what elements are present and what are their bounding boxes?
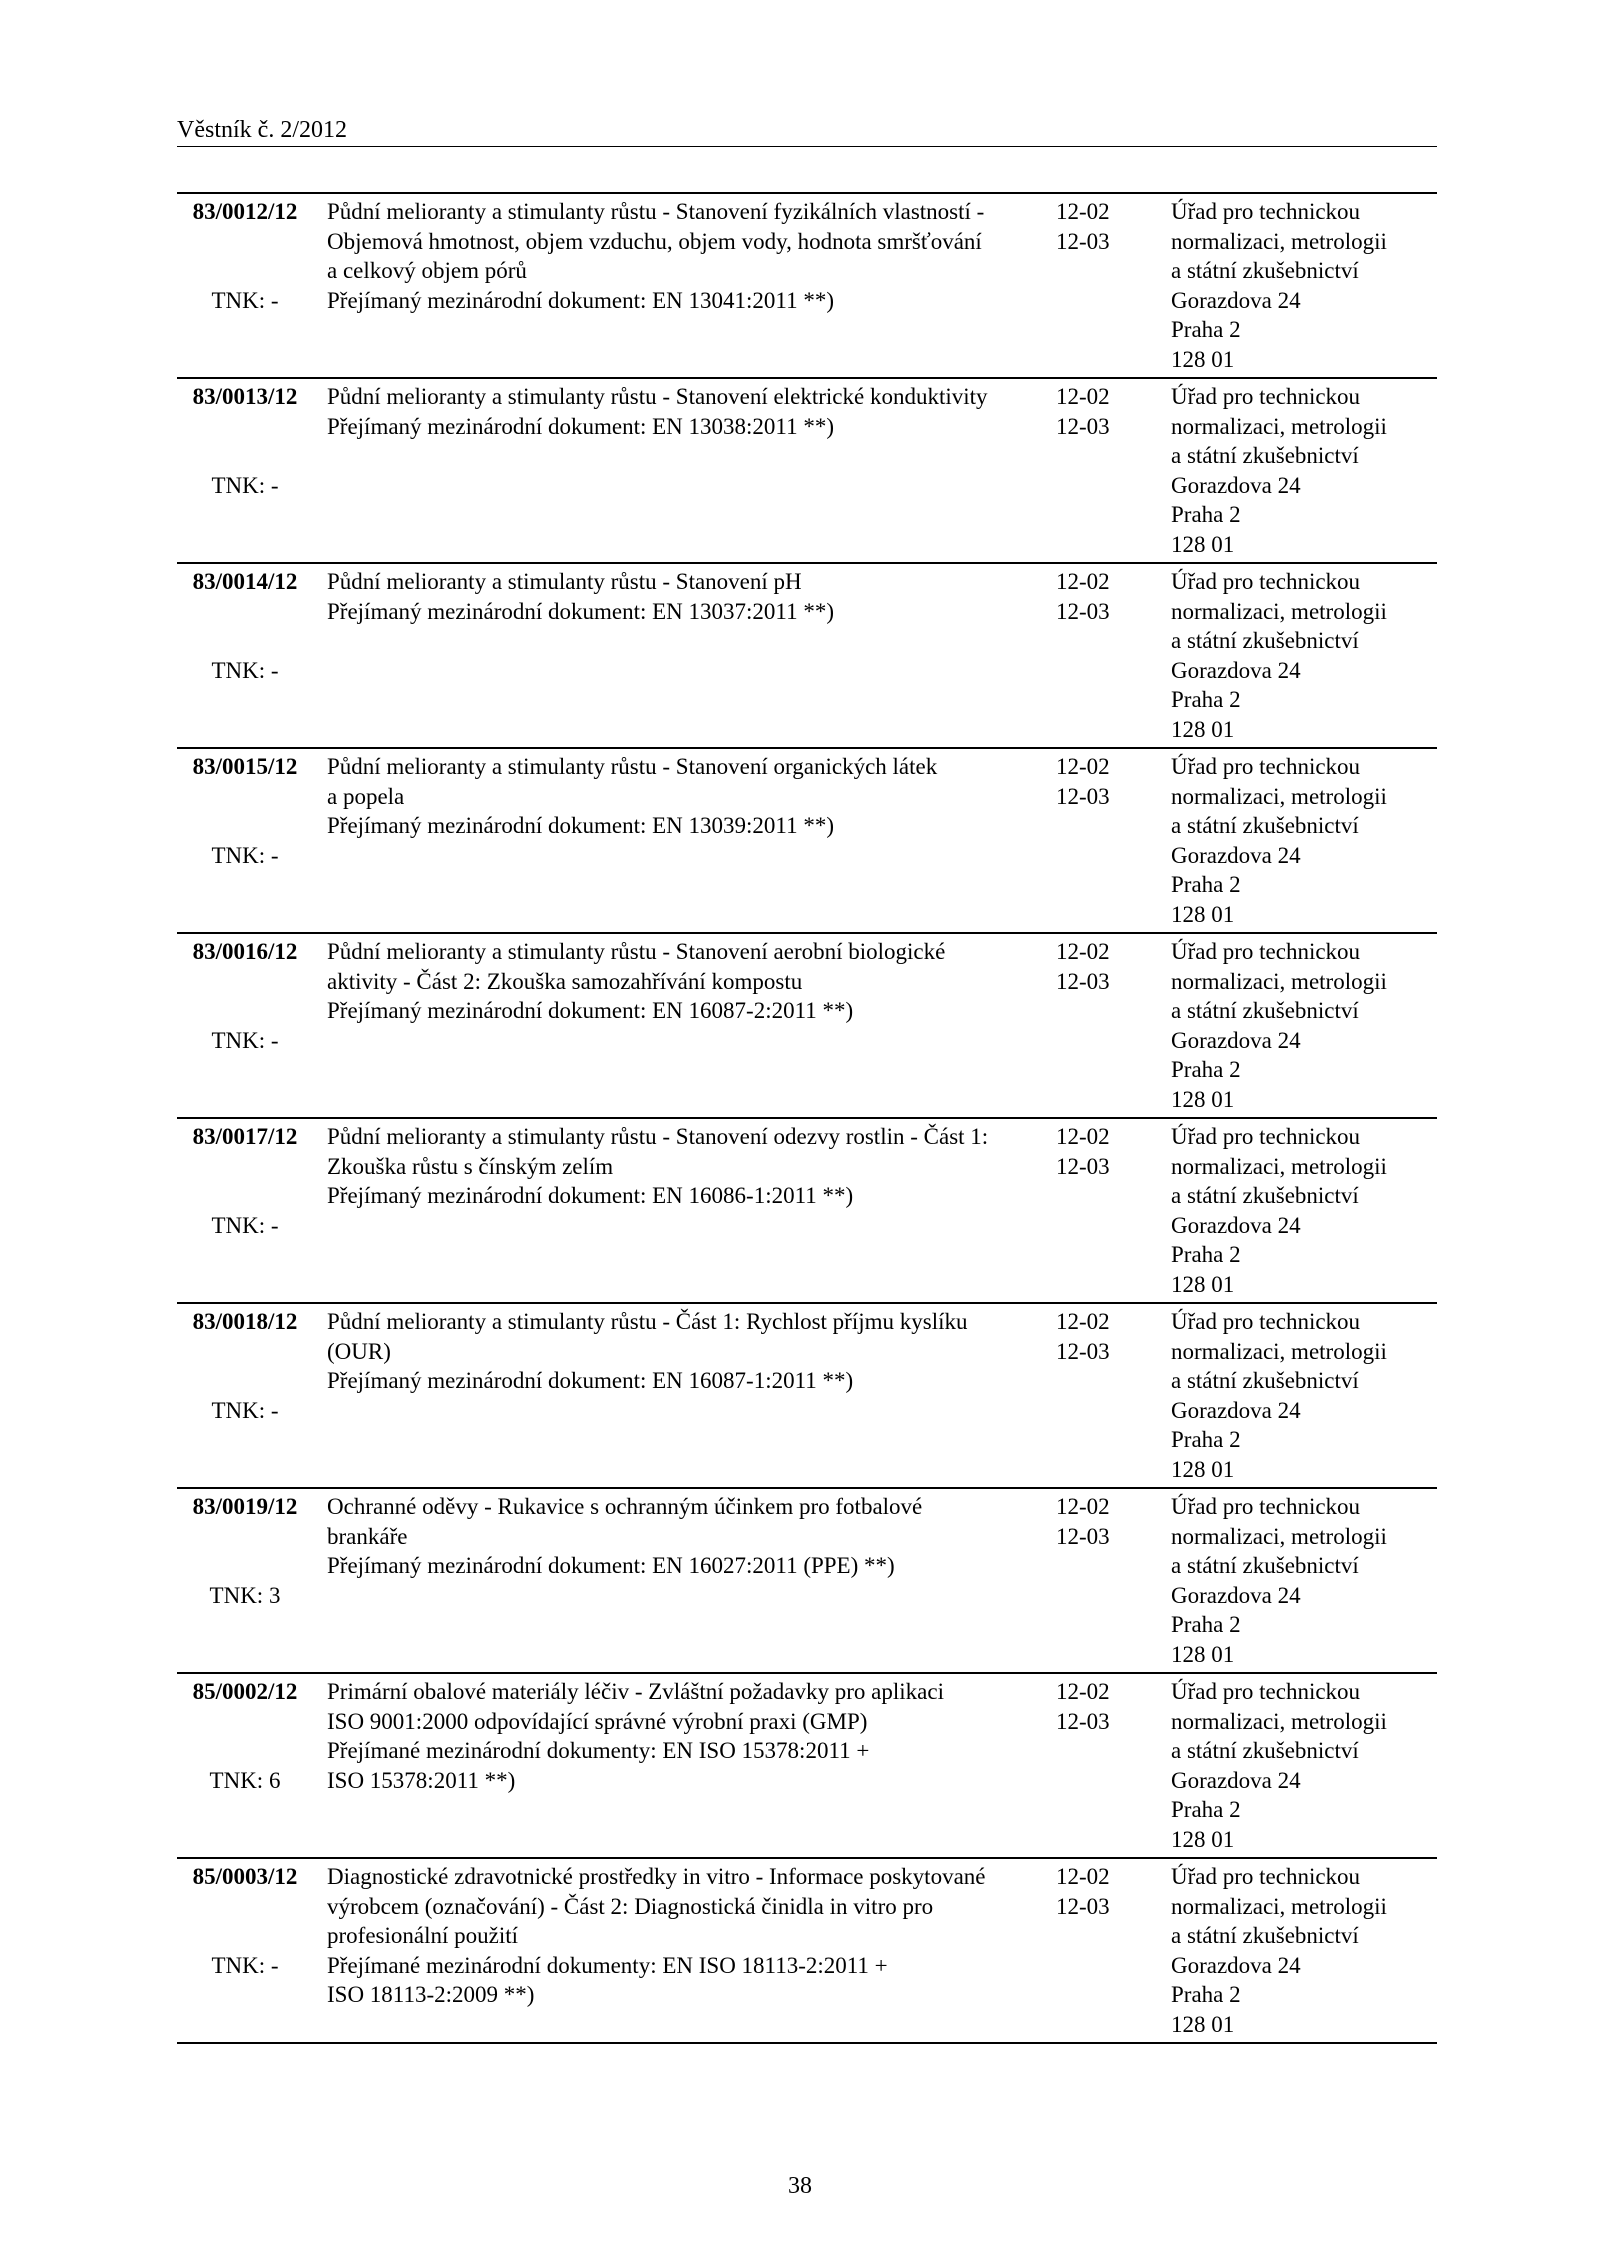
authority-line: normalizaci, metrologii — [1171, 1153, 1387, 1179]
standard-entry — [177, 1857, 1437, 2042]
authority-line: Gorazdova 24 — [1171, 1952, 1301, 1978]
authority-line: a státní zkušebnictví — [1171, 813, 1359, 838]
authority-line: Gorazdova 24 — [1171, 1582, 1301, 1608]
entry-authority — [1171, 752, 1437, 929]
authority-line: Gorazdova 24 — [1171, 1212, 1301, 1238]
entry-id-cell — [177, 1307, 313, 1484]
code-line: 12-02 — [1056, 1124, 1110, 1149]
code-line: 12-03 — [1056, 1893, 1110, 1919]
authority-line: a státní zkušebnictví — [1171, 1368, 1359, 1393]
entry-id: 83/0017/12 — [192, 1124, 298, 1149]
page-number: 38 — [788, 2173, 812, 2199]
code-line: 12-03 — [1056, 968, 1110, 994]
authority-line: Úřad pro technickou — [1171, 754, 1361, 779]
description-line: Přejímaný mezinárodní dokument: EN 13041:2011 **) — [327, 287, 834, 313]
code-line: 12-03 — [1056, 598, 1110, 624]
entry-id-cell — [177, 1862, 313, 2039]
authority-line: Praha 2 — [1171, 872, 1241, 897]
authority-line: normalizaci, metrologii — [1171, 598, 1387, 624]
authority-line: Úřad pro technickou — [1171, 1864, 1361, 1889]
entry-id: 83/0018/12 — [192, 1309, 298, 1334]
description-line: Přejímaný mezinárodní dokument: EN 16027:2011 (PPE) **) — [327, 1553, 895, 1578]
authority-line: a státní zkušebnictví — [1171, 1738, 1359, 1763]
authority-line: 128 01 — [1171, 901, 1235, 927]
entry-id-cell — [177, 1677, 313, 1854]
entry-id: 83/0015/12 — [192, 754, 298, 779]
standard-entry — [177, 562, 1437, 747]
entry-codes — [1056, 1122, 1166, 1181]
description-line: a celkový objem pórů — [327, 258, 527, 283]
entry-id-cell — [177, 1492, 313, 1669]
authority-line: Úřad pro technickou — [1171, 569, 1361, 594]
entry-description — [327, 1122, 1056, 1211]
entry-authority — [1171, 1677, 1437, 1854]
code-line: 12-03 — [1056, 783, 1110, 809]
description-line: Přejímaný mezinárodní dokument: EN 16086-1:2011 **) — [327, 1183, 854, 1208]
description-line: Diagnostické zdravotnické prostředky in vitro - Informace poskytované — [327, 1864, 986, 1889]
description-line: profesionální použití — [327, 1923, 518, 1948]
authority-line: normalizaci, metrologii — [1171, 228, 1387, 254]
authority-line: a státní zkušebnictví — [1171, 998, 1359, 1023]
standard-entry — [177, 377, 1437, 562]
authority-line: normalizaci, metrologii — [1171, 1338, 1387, 1364]
description-line: Přejímaný mezinárodní dokument: EN 16087-2:2011 **) — [327, 998, 854, 1023]
authority-line: 128 01 — [1171, 1456, 1235, 1482]
code-line: 12-03 — [1056, 413, 1110, 439]
entry-codes — [1056, 937, 1166, 996]
code-line: 12-02 — [1056, 199, 1110, 224]
entry-id: 83/0013/12 — [192, 384, 298, 409]
entry-description — [327, 1677, 1056, 1795]
authority-line: 128 01 — [1171, 716, 1235, 742]
description-line: Půdní melioranty a stimulanty růstu - Část 1: Rychlost příjmu kyslíku — [327, 1309, 968, 1334]
header-rule — [177, 146, 1437, 147]
description-line: (OUR) — [327, 1338, 391, 1364]
authority-line: Úřad pro technickou — [1171, 1124, 1361, 1149]
description-line: ISO 18113-2:2009 **) — [327, 1982, 535, 2007]
authority-line: normalizaci, metrologii — [1171, 1893, 1387, 1919]
entry-codes — [1056, 197, 1166, 256]
entry-description — [327, 1307, 1056, 1396]
entry-tnk: TNK: - — [211, 1952, 279, 1978]
authority-line: Gorazdova 24 — [1171, 1767, 1301, 1793]
description-line: Půdní melioranty a stimulanty růstu - Stanovení elektrické konduktivity — [327, 384, 988, 409]
entry-description — [327, 1862, 1056, 2010]
entry-codes — [1056, 567, 1166, 626]
authority-line: 128 01 — [1171, 1086, 1235, 1112]
entry-tnk: TNK: - — [211, 1397, 279, 1423]
authority-line: Praha 2 — [1171, 1612, 1241, 1637]
entry-id-cell — [177, 1122, 313, 1299]
entry-tnk: TNK: - — [211, 842, 279, 868]
entry-id-cell — [177, 382, 313, 559]
authority-line: a státní zkušebnictví — [1171, 1923, 1359, 1948]
entry-id-cell — [177, 567, 313, 744]
entry-codes — [1056, 1307, 1166, 1366]
authority-line: Gorazdova 24 — [1171, 842, 1301, 868]
entry-authority — [1171, 1862, 1437, 2039]
description-line: Přejímaný mezinárodní dokument: EN 13037:2011 **) — [327, 598, 834, 624]
description-line: Půdní melioranty a stimulanty růstu - Stanovení pH — [327, 569, 802, 594]
authority-line: Praha 2 — [1171, 687, 1241, 712]
entry-description — [327, 752, 1056, 841]
code-line: 12-03 — [1056, 228, 1110, 254]
description-line: ISO 15378:2011 **) — [327, 1767, 516, 1793]
authority-line: 128 01 — [1171, 1271, 1235, 1297]
description-line: Přejímaný mezinárodní dokument: EN 16087-1:2011 **) — [327, 1368, 854, 1393]
code-line: 12-03 — [1056, 1338, 1110, 1364]
standard-entry — [177, 1117, 1437, 1302]
entry-tnk: TNK: - — [211, 1027, 279, 1053]
entry-id-cell — [177, 937, 313, 1114]
code-line: 12-02 — [1056, 1309, 1110, 1334]
entry-authority — [1171, 382, 1437, 559]
authority-line: Praha 2 — [1171, 1982, 1241, 2007]
authority-line: a státní zkušebnictví — [1171, 1553, 1359, 1578]
description-line: výrobcem (označování) - Část 2: Diagnostická činidla in vitro pro — [327, 1893, 934, 1919]
authority-line: normalizaci, metrologii — [1171, 968, 1387, 994]
standard-entry — [177, 1487, 1437, 1672]
entry-id: 83/0014/12 — [192, 569, 298, 594]
description-line: Půdní melioranty a stimulanty růstu - Stanovení organických látek — [327, 754, 938, 779]
standard-entry — [177, 1672, 1437, 1857]
entry-id: 83/0019/12 — [192, 1494, 298, 1519]
entry-description — [327, 1492, 1056, 1581]
entry-description — [327, 197, 1056, 315]
authority-line: Praha 2 — [1171, 1242, 1241, 1267]
code-line: 12-02 — [1056, 754, 1110, 779]
code-line: 12-03 — [1056, 1708, 1110, 1734]
authority-line: a státní zkušebnictví — [1171, 1183, 1359, 1208]
running-head-title: Věstník č. 2/2012 — [177, 117, 347, 143]
entry-tnk: TNK: - — [211, 657, 279, 683]
authority-line: normalizaci, metrologii — [1171, 1708, 1387, 1734]
authority-line: a státní zkušebnictví — [1171, 628, 1359, 653]
authority-line: Gorazdova 24 — [1171, 1027, 1301, 1053]
authority-line: Gorazdova 24 — [1171, 657, 1301, 683]
entry-tnk: TNK: 6 — [209, 1767, 281, 1793]
authority-line: Úřad pro technickou — [1171, 939, 1361, 964]
entry-authority — [1171, 567, 1437, 744]
entry-codes — [1056, 1677, 1166, 1736]
entry-description — [327, 937, 1056, 1026]
authority-line: Gorazdova 24 — [1171, 472, 1301, 498]
entry-id: 85/0003/12 — [192, 1864, 298, 1889]
standard-entry — [177, 932, 1437, 1117]
authority-line: Praha 2 — [1171, 317, 1241, 342]
description-line: Přejímaný mezinárodní dokument: EN 13038:2011 **) — [327, 413, 834, 439]
description-line: Zkouška růstu s čínským zelím — [327, 1153, 614, 1179]
authority-line: Praha 2 — [1171, 502, 1241, 527]
code-line: 12-03 — [1056, 1523, 1110, 1549]
authority-line: 128 01 — [1171, 1826, 1235, 1852]
authority-line: 128 01 — [1171, 2011, 1235, 2037]
entry-description — [327, 382, 1056, 441]
entry-id: 83/0016/12 — [192, 939, 298, 964]
code-line: 12-02 — [1056, 1494, 1110, 1519]
authority-line: normalizaci, metrologii — [1171, 1523, 1387, 1549]
description-line: Objemová hmotnost, objem vzduchu, objem vody, hodnota smršťování — [327, 228, 982, 254]
code-line: 12-02 — [1056, 384, 1110, 409]
entry-tnk: TNK: - — [211, 1212, 279, 1238]
entry-codes — [1056, 1862, 1166, 1921]
code-line: 12-02 — [1056, 1679, 1110, 1704]
entry-id-cell — [177, 752, 313, 929]
authority-line: 128 01 — [1171, 531, 1235, 557]
description-line: aktivity - Část 2: Zkouška samozahřívání kompostu — [327, 968, 803, 994]
entry-tnk: TNK: - — [211, 287, 279, 313]
description-line: brankáře — [327, 1523, 408, 1549]
code-line: 12-02 — [1056, 1864, 1110, 1889]
entry-authority — [1171, 1307, 1437, 1484]
standard-entry — [177, 192, 1437, 377]
entry-codes — [1056, 752, 1166, 811]
description-line: ISO 9001:2000 odpovídající správné výrobní praxi (GMP) — [327, 1708, 868, 1734]
description-line: Ochranné oděvy - Rukavice s ochranným účinkem pro fotbalové — [327, 1494, 923, 1519]
code-line: 12-03 — [1056, 1153, 1110, 1179]
authority-line: Praha 2 — [1171, 1797, 1241, 1822]
description-line: Primární obalové materiály léčiv - Zvláštní požadavky pro aplikaci — [327, 1679, 944, 1704]
authority-line: Gorazdova 24 — [1171, 287, 1301, 313]
authority-line: 128 01 — [1171, 1641, 1235, 1667]
authority-line: a státní zkušebnictví — [1171, 443, 1359, 468]
authority-line: Gorazdova 24 — [1171, 1397, 1301, 1423]
description-line: Půdní melioranty a stimulanty růstu - Stanovení aerobní biologické — [327, 939, 946, 964]
description-line: Přejímané mezinárodní dokumenty: EN ISO 15378:2011 + — [327, 1738, 870, 1763]
authority-line: Úřad pro technickou — [1171, 1309, 1361, 1334]
entry-authority — [1171, 937, 1437, 1114]
entry-id: 85/0002/12 — [192, 1679, 298, 1704]
standard-entry — [177, 747, 1437, 932]
standards-table — [177, 192, 1437, 2044]
authority-line: a státní zkušebnictví — [1171, 258, 1359, 283]
description-line: Přejímaný mezinárodní dokument: EN 13039:2011 **) — [327, 813, 834, 838]
entry-tnk: TNK: - — [211, 472, 279, 498]
description-line: Půdní melioranty a stimulanty růstu - Stanovení odezvy rostlin - Část 1: — [327, 1124, 989, 1149]
authority-line: normalizaci, metrologii — [1171, 413, 1387, 439]
entry-id-cell — [177, 197, 313, 374]
entry-authority — [1171, 1492, 1437, 1669]
entry-authority — [1171, 197, 1437, 374]
description-line: Přejímané mezinárodní dokumenty: EN ISO 18113-2:2011 + — [327, 1952, 888, 1978]
entry-codes — [1056, 382, 1166, 441]
entry-id: 83/0012/12 — [192, 199, 298, 224]
authority-line: Úřad pro technickou — [1171, 384, 1361, 409]
description-line: Půdní melioranty a stimulanty růstu - Stanovení fyzikálních vlastností - — [327, 199, 985, 224]
code-line: 12-02 — [1056, 569, 1110, 594]
entry-codes — [1056, 1492, 1166, 1551]
entry-tnk: TNK: 3 — [209, 1582, 281, 1608]
authority-line: Praha 2 — [1171, 1057, 1241, 1082]
authority-line: 128 01 — [1171, 346, 1235, 372]
authority-line: Úřad pro technickou — [1171, 199, 1361, 224]
entry-description — [327, 567, 1056, 626]
standard-entry — [177, 1302, 1437, 1487]
authority-line: normalizaci, metrologii — [1171, 783, 1387, 809]
description-line: a popela — [327, 783, 405, 809]
authority-line: Praha 2 — [1171, 1427, 1241, 1452]
authority-line: Úřad pro technickou — [1171, 1679, 1361, 1704]
authority-line: Úřad pro technickou — [1171, 1494, 1361, 1519]
entry-authority — [1171, 1122, 1437, 1299]
code-line: 12-02 — [1056, 939, 1110, 964]
